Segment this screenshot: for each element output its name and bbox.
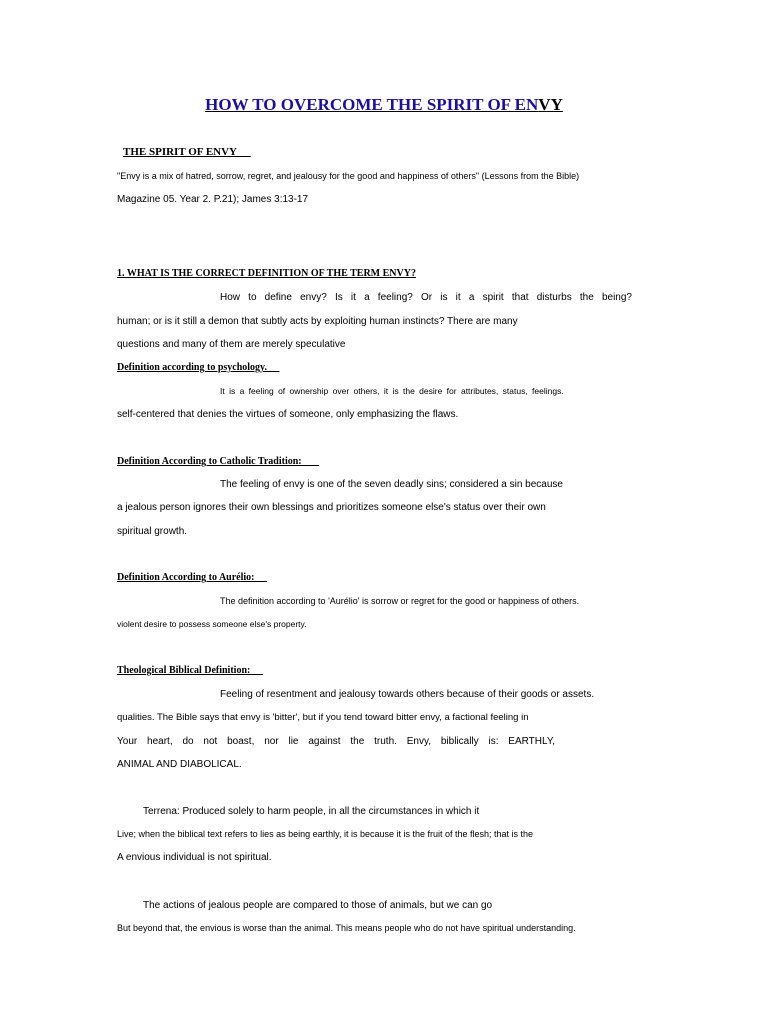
paragraph-intro-line-1: How to define envy? Is it a feeling? Or is it a spirit that disturbs the being? (220, 292, 632, 303)
bullet-1-line-3: A envious individual is not spiritual. (117, 852, 272, 863)
catholic-line-3: spiritual growth. (117, 526, 188, 537)
aurelio-line-1: The definition according to 'Aurélio' is sorrow or regret for the good or happiness of others. (220, 596, 580, 606)
theological-line-2: qualities. The Bible says that envy is 'bitter', but if you tend toward bitter envy, a factional feeling in (117, 712, 529, 723)
bullet-1-line-2: Live; when the biblical text refers to lies as being earthly, it is because it is the fruit of the flesh; that is the (117, 829, 534, 839)
theological-line-4: ANIMAL AND DIABOLICAL. (117, 759, 242, 770)
catholic-line-2: a jealous person ignores their own blessings and prioritizes someone else's status over their own (117, 502, 546, 513)
subheading-catholic: Definition According to Catholic Tradition: (117, 456, 302, 467)
title-rest: VY (538, 95, 563, 114)
subheading-aurelio: Definition According to Aurélio: (117, 572, 255, 583)
quote-line-1: "Envy is a mix of hatred, sorrow, regret, and jealousy for the good and happiness of others" (Lessons from the Bible) (117, 171, 580, 181)
bullet-2-line-2: But beyond that, the envious is worse than the animal. This means people who do not have spiritual understanding. (117, 923, 576, 933)
quote-line-2: Magazine 05. Year 2. P.21); James 3:13-17 (117, 194, 309, 205)
aurelio-line-2: violent desire to possess someone else's property. (117, 619, 307, 629)
paragraph-intro-line-3: questions and many of them are merely speculative (117, 339, 346, 350)
bullet-2-line-1: The actions of jealous people are compared to those of animals, but we can go (143, 900, 493, 911)
subheading-psychology: Definition according to psychology. (117, 362, 268, 373)
section-heading-definition: 1. WHAT IS THE CORRECT DEFINITION OF THE TERM ENVY? (117, 268, 416, 279)
subheading-theological: Theological Biblical Definition: (117, 665, 251, 676)
document-title (0, 95, 768, 115)
psychology-line-2: self-centered that denies the virtues of someone, only emphasizing the flaws. (117, 409, 459, 420)
bullet-1-line-1: Terrena: Produced solely to harm people, in all the circumstances in which it (143, 806, 480, 817)
section-heading-spirit-of-envy: THE SPIRIT OF ENVY (123, 146, 237, 158)
psychology-line-1: It is a feeling of ownership over others, it is the desire for attributes, status, feelings. (220, 386, 564, 396)
theological-line-3: Your heart, do not boast, nor lie against the truth. Envy, biblically is: EARTHLY, (117, 736, 555, 747)
catholic-line-1: The feeling of envy is one of the seven deadly sins; considered a sin because (220, 479, 563, 490)
theological-line-1: Feeling of resentment and jealousy towards others because of their goods or assets. (220, 689, 595, 700)
paragraph-intro-line-2: human; or is it still a demon that subtly acts by exploiting human instincts? There are many (117, 316, 518, 327)
title-link[interactable]: HOW TO OVERCOME THE SPIRIT OF EN (205, 95, 539, 114)
